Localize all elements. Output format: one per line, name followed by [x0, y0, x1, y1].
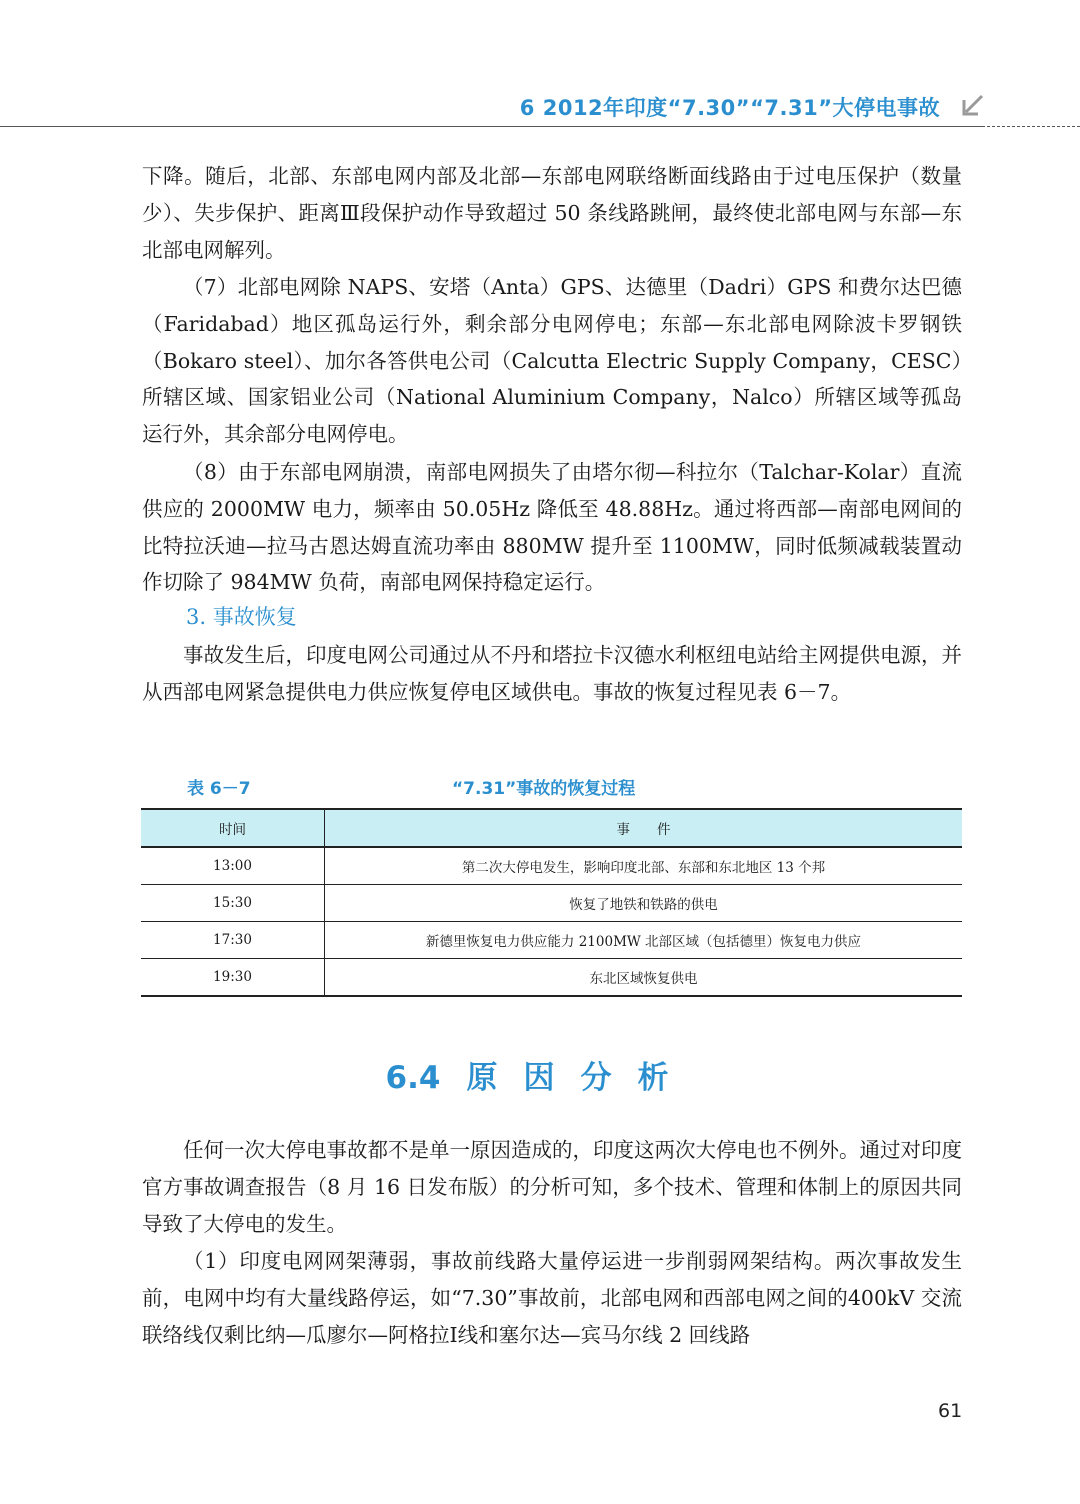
- table-row: [141, 885, 962, 922]
- header-rule-dashed: [982, 126, 1080, 127]
- paragraph-item-8: （8）由于东部电网崩溃，南部电网损失了由塔尔彻—科拉尔（Talchar-Kolar）直流供应的 2000MW 电力，频率由 50.05Hz 降低至 48.88Hz。通过将西部—南部电网间的比特拉沃迪—拉马古恩达姆直流功率由 880MW 提升至 1100MW，同时低频减载装置动作切除了 984MW 负荷，南部电网保持稳定运行。: [142, 460, 962, 595]
- corner-arrow-icon: [958, 92, 986, 120]
- section-number: 6.4: [385, 1060, 441, 1096]
- subsection-heading: 3. 事故恢复: [186, 605, 297, 629]
- table-number: 表 6－7: [187, 779, 251, 799]
- cell-event: 新德里恢复电力供应能力 2100MW 北部区域（包括德里）恢复电力供应: [325, 922, 963, 959]
- section-heading: [0, 1052, 1080, 1097]
- table-header-row: [141, 809, 962, 847]
- cell-event: 第二次大停电发生，影响印度北部、东部和东北地区 13 个邦: [325, 847, 963, 885]
- recovery-table: [141, 808, 962, 997]
- cell-time: 19:30: [141, 959, 325, 997]
- cell-event: 东北区域恢复供电: [325, 959, 963, 997]
- cell-time: 13:00: [141, 847, 325, 885]
- column-header-event: 事 件: [325, 809, 963, 847]
- page-number: 61: [938, 1400, 963, 1422]
- table-row: [141, 847, 962, 885]
- paragraph-section-intro: 任何一次大停电事故都不是单一原因造成的，印度这两次大停电也不例外。通过对印度官方事故调查报告（8 月 16 日发布版）的分析可知，多个技术、管理和体制上的原因共同导致了大停电的发生。: [142, 1138, 962, 1236]
- table-row: [141, 922, 962, 959]
- column-header-time: 时间: [141, 809, 325, 847]
- paragraph-recovery: 事故发生后，印度电网公司通过从不丹和塔拉卡汉德水利枢纽电站给主网提供电源，并从西部电网紧急提供电力供应恢复停电区域供电。事故的恢复过程见表 6－7。: [142, 643, 962, 704]
- section-title: 原因分析: [466, 1060, 695, 1096]
- cell-time: 17:30: [141, 922, 325, 959]
- paragraph-cause-1: （1）印度电网网架薄弱，事故前线路大量停运进一步削弱网架结构。两次事故发生前，电网中均有大量线路停运，如“7.30”事故前，北部电网和西部电网之间的400kV 交流联络线仅剩比纳—瓜廖尔—阿格拉Ⅰ线和塞尔达—宾马尔线 2 回线路: [142, 1249, 962, 1347]
- paragraph-item-7: （7）北部电网除 NAPS、安塔（Anta）GPS、达德里（Dadri）GPS 和费尔达巴德（Faridabad）地区孤岛运行外，剩余部分电网停电；东部—东北部电网除波卡罗钢铁（Bokaro steel）、加尔各答供电公司（Calcutta Electric Supply Company，CESC）所辖区域、国家铝业公司（National Aluminium Company，Nalco）所辖区域等孤岛运行外，其余部分电网停电。: [142, 275, 962, 447]
- table-row: [141, 959, 962, 997]
- chapter-header-title: 6 2012年印度“7.30”“7.31”大停电事故: [519, 96, 940, 120]
- paragraph-continuation: 下降。随后，北部、东部电网内部及北部—东部电网联络断面线路由于过电压保护（数量少）、失步保护、距离Ⅲ段保护动作导致超过 50 条线路跳闸，最终使北部电网与东部—东北部电网解列。: [142, 164, 962, 262]
- cell-event: 恢复了地铁和铁路的供电: [325, 885, 963, 922]
- cell-time: 15:30: [141, 885, 325, 922]
- header-rule: [0, 126, 982, 127]
- table-title: “7.31”事故的恢复过程: [452, 779, 636, 799]
